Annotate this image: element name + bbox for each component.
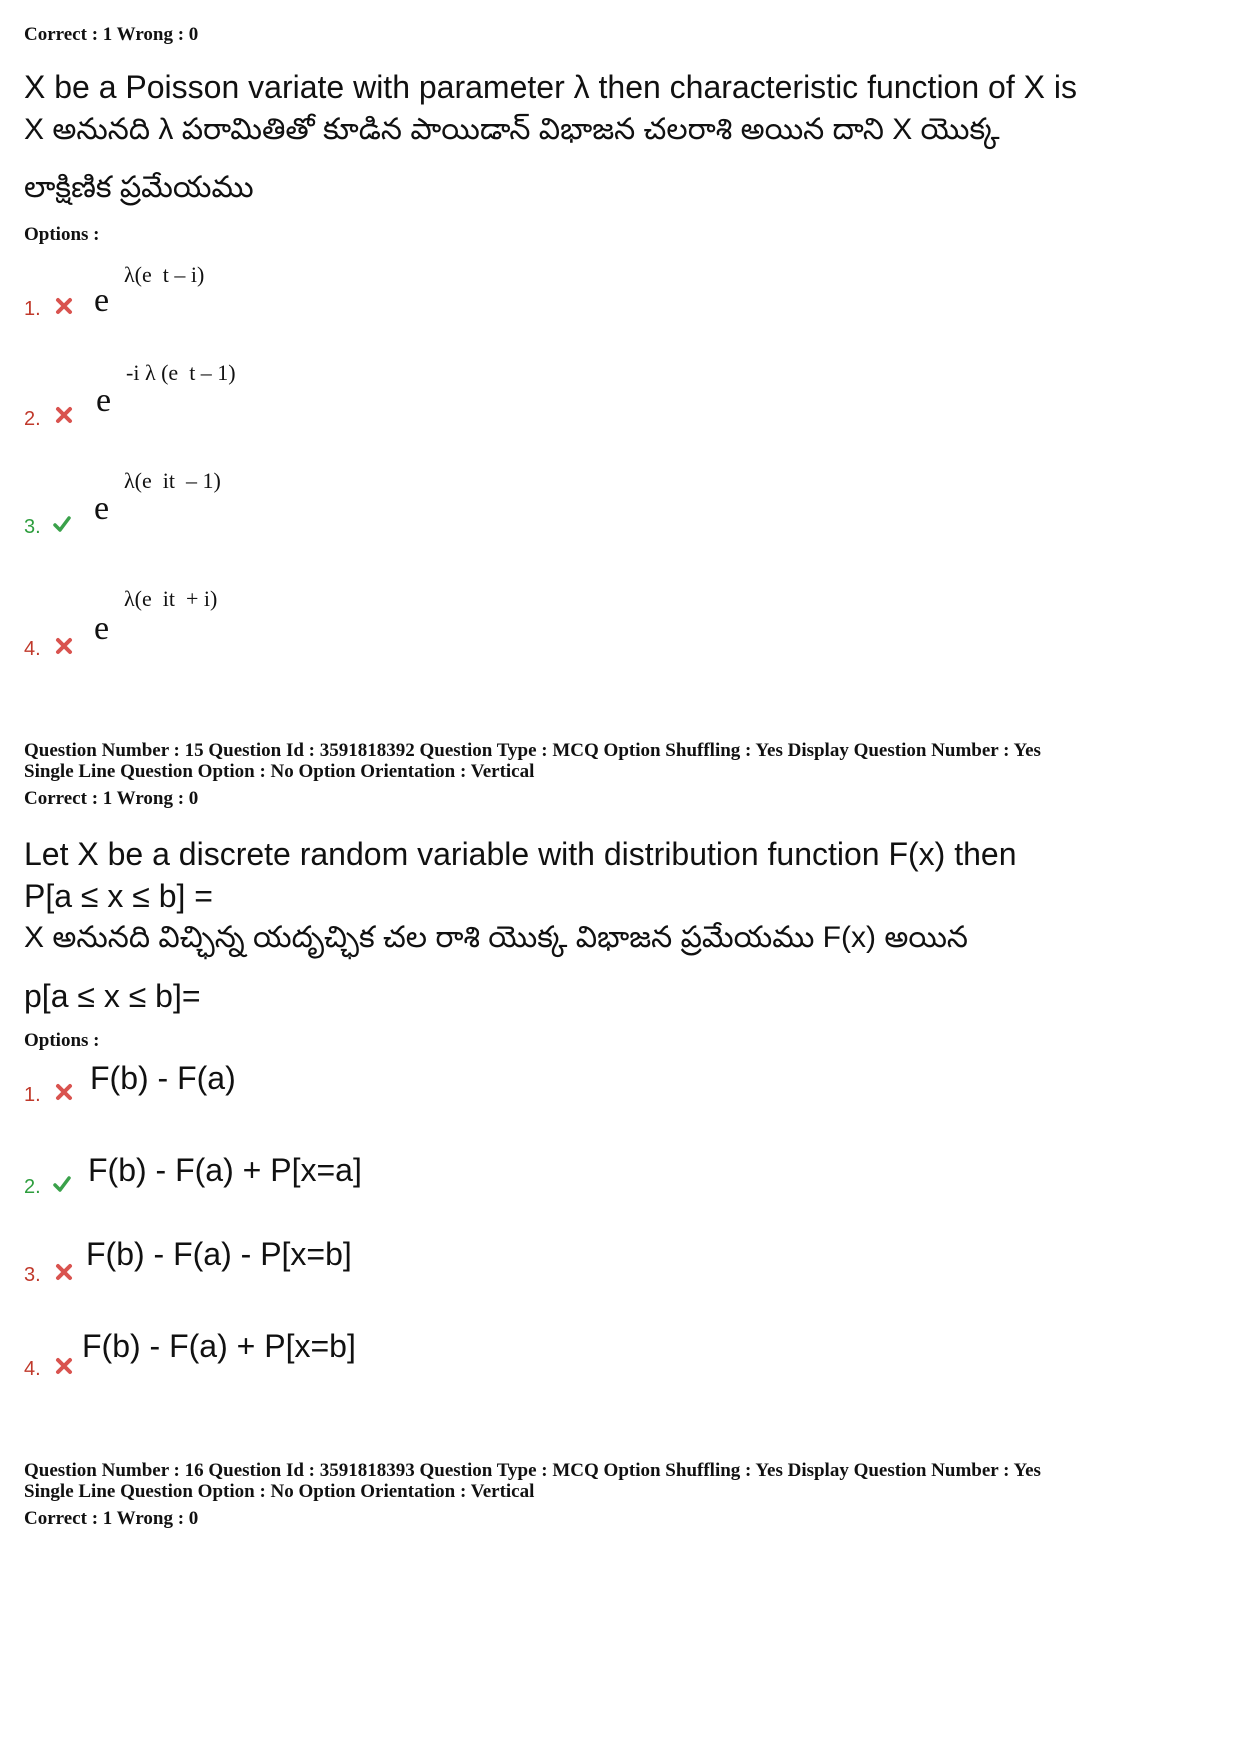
wrong-cross-icon [54, 1356, 74, 1376]
q14-option-3[interactable] [24, 468, 424, 538]
option-base: e [94, 282, 110, 319]
wrong-cross-icon [54, 636, 74, 656]
q15-question-en-1: Let X be a discrete random variable with distribution function F(x) then [24, 836, 1017, 872]
option-number: 2. [24, 408, 41, 430]
option-expression: F(b) - F(a) - P[x=b] [86, 1236, 352, 1272]
q14-question-te-2: లాక్షిణిక ప్రమేయము [24, 171, 254, 204]
q14-question-en: X be a Poisson variate with parameter λ then characteristic function of X is [24, 69, 1077, 105]
q14-option-4[interactable] [24, 586, 424, 660]
option-exponent: λ(e it – 1) [124, 468, 221, 493]
option-number: 3. [24, 516, 41, 538]
q15-correct-wrong: Correct : 1 Wrong : 0 [24, 788, 199, 809]
q16-meta-line-2: Single Line Question Option : No Option Orientation : Vertical [24, 1481, 535, 1502]
option-expression: F(b) - F(a) + P[x=b] [82, 1328, 356, 1364]
q14-option-1[interactable] [24, 262, 424, 322]
option-base: e [96, 382, 112, 419]
q15-question-te-1: X అనునది విచ్ఛిన్న యదృచ్ఛిక చల రాశి యొక్క విభాజన ప్రమేయము F(x) అయిన [24, 921, 968, 954]
q16-meta-line-1: Question Number : 16 Question Id : 3591818393 Question Type : MCQ Option Shuffling : Yes Display Question Number : Yes [24, 1460, 1041, 1481]
wrong-cross-icon [54, 405, 74, 425]
q14-question-te-1: X అనునది λ పరామితితో కూడిన పాయిడాన్ విభాజన చలరాశి అయిన దాని X యొక్క [24, 113, 1000, 146]
correct-check-icon [52, 514, 72, 534]
option-exponent: λ(e t – i) [124, 262, 205, 287]
q15-options-label: Options : [24, 1030, 100, 1051]
wrong-cross-icon [54, 296, 74, 316]
q15-question-en-2: P[a ≤ x ≤ b] = [24, 878, 213, 914]
q15-meta-line-2: Single Line Question Option : No Option Orientation : Vertical [24, 761, 535, 782]
q15-option-2[interactable] [24, 1152, 424, 1202]
q15-meta-line-1: Question Number : 15 Question Id : 3591818392 Question Type : MCQ Option Shuffling : Yes Display Question Number : Yes [24, 740, 1041, 761]
option-number: 4. [24, 638, 41, 660]
option-exponent: λ(e it + i) [124, 586, 218, 611]
option-exponent: -i λ (e t – 1) [126, 360, 236, 385]
option-expression: F(b) - F(a) [90, 1060, 236, 1096]
option-number: 4. [24, 1358, 41, 1380]
option-expression: F(b) - F(a) + P[x=a] [88, 1152, 362, 1188]
q14-option-2[interactable] [24, 360, 424, 430]
wrong-cross-icon [54, 1262, 74, 1282]
q14-correct-wrong: Correct : 1 Wrong : 0 [24, 24, 199, 45]
option-number: 2. [24, 1176, 41, 1198]
option-base: e [94, 610, 110, 647]
q16-correct-wrong: Correct : 1 Wrong : 0 [24, 1508, 199, 1529]
q15-question-te-2: p[a ≤ x ≤ b]= [24, 978, 201, 1014]
correct-check-icon [52, 1174, 72, 1194]
q15-option-4[interactable] [24, 1328, 424, 1378]
option-number: 3. [24, 1264, 41, 1286]
wrong-cross-icon [54, 1082, 74, 1102]
option-number: 1. [24, 298, 41, 320]
option-base: e [94, 490, 110, 527]
q14-options-label: Options : [24, 224, 100, 245]
q15-option-1[interactable] [24, 1060, 424, 1110]
option-number: 1. [24, 1084, 41, 1106]
q15-option-3[interactable] [24, 1236, 424, 1286]
